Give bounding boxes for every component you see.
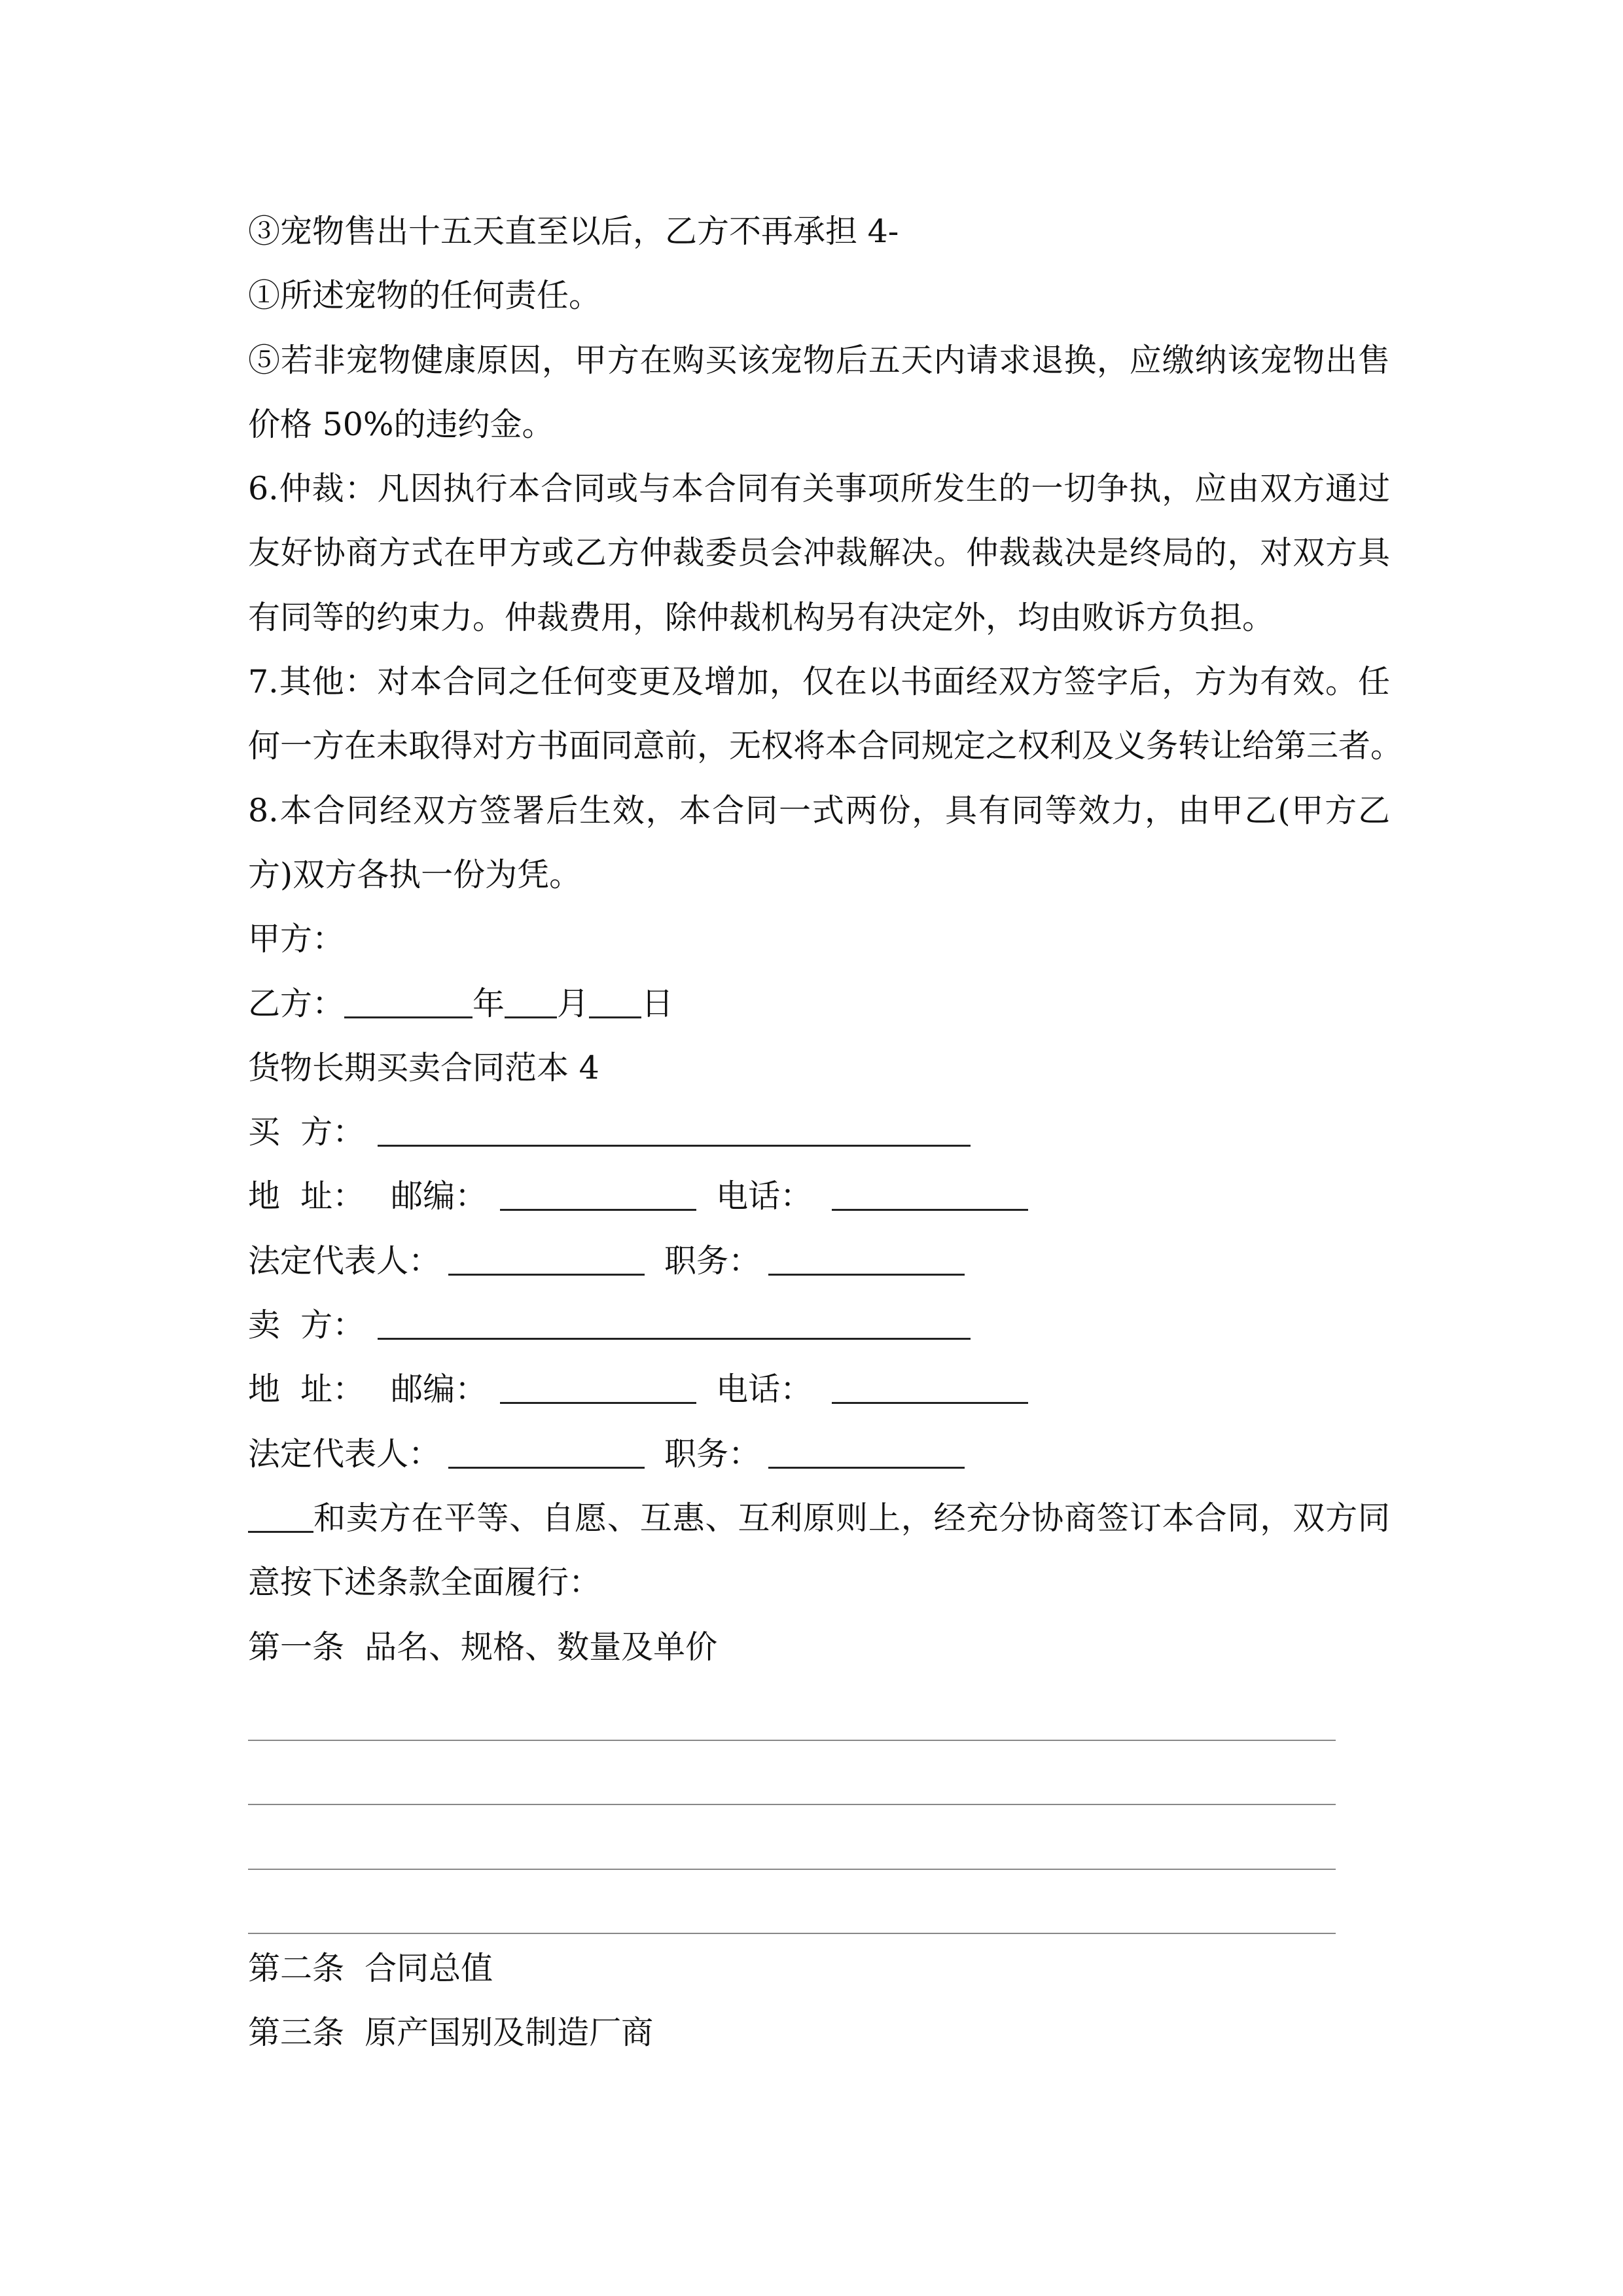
seller-address-line — [248, 1357, 1390, 1422]
seller-rep-blank[interactable] — [448, 1422, 645, 1469]
effect-clause: 方)双方各执一份为凭。 — [248, 855, 582, 893]
buyer-line — [248, 1100, 1390, 1164]
seller-position-label: 职务： — [664, 1435, 761, 1473]
seller-phone-label: 电话： — [716, 1371, 813, 1408]
intro-line — [248, 1486, 1390, 1551]
buyer-address-line — [248, 1164, 1390, 1229]
seller-blank[interactable] — [378, 1293, 971, 1340]
arbitration-clause: 友好协商方式在甲方或乙方仲裁委员会冲裁解决。仲裁裁决是终局的，对双方具 — [248, 534, 1390, 572]
clause-line: ①所述宠物的任何责任。 — [248, 277, 601, 315]
year-label: 年 — [473, 984, 505, 1022]
buyer-rep-line — [248, 1229, 1390, 1293]
party-b-label: 乙方： — [248, 984, 345, 1022]
seller-phone-blank[interactable] — [832, 1357, 1028, 1404]
buyer-phone-label: 电话： — [716, 1177, 813, 1215]
signature-blank[interactable] — [344, 972, 473, 1018]
buyer-blank[interactable] — [378, 1100, 971, 1147]
party-b-signature-line — [248, 972, 1390, 1036]
party-a-signature: 甲方： — [248, 920, 345, 958]
intro-line: 意按下述条款全面履行： — [248, 1564, 601, 1602]
month-label: 月 — [557, 984, 590, 1022]
arbitration-clause: 有同等的约束力。仲裁费用，除仲裁机构另有决定外，均由败诉方负担。 — [248, 598, 1275, 636]
buyer-postcode-label: 邮编： — [391, 1177, 488, 1215]
article-2-heading: 第二条 合同总值 — [248, 1950, 493, 1988]
clause-line: 价格 50%的违约金。 — [248, 405, 554, 443]
buyer-postcode-blank[interactable] — [500, 1164, 696, 1211]
article-3-heading: 第三条 原产国别及制造厂商 — [248, 2014, 654, 2052]
arbitration-clause: 6.仲裁：凡因执行本合同或与本合同有关事项所发生的一切争执，应由双方通过 — [248, 470, 1390, 508]
seller-rep-line — [248, 1422, 1390, 1486]
document-page — [248, 200, 1403, 2066]
seller-position-blank[interactable] — [768, 1422, 965, 1469]
intro-text: 和卖方在平等、自愿、互惠、互利原则上，经充分协商签订本合同，双方同 — [313, 1499, 1390, 1537]
fill-in-rule[interactable] — [248, 1744, 1390, 1808]
buyer-rep-label: 法定代表人： — [248, 1242, 441, 1280]
seller-rep-label: 法定代表人： — [248, 1435, 441, 1473]
buyer-name-blank[interactable] — [248, 1486, 313, 1533]
other-clause: 何一方在未取得对方书面同意前，无权将本合同规定之权利及义务转让给第三者。 — [248, 727, 1403, 765]
article-1-heading: 第一条 品名、规格、数量及单价 — [248, 1628, 718, 1666]
buyer-position-blank[interactable] — [768, 1229, 965, 1276]
seller-postcode-label: 邮编： — [391, 1371, 488, 1408]
contract-title: 货物长期买卖合同范本 4 — [248, 1049, 599, 1086]
day-blank[interactable] — [589, 972, 641, 1018]
fill-in-rule[interactable] — [248, 1808, 1390, 1872]
seller-address-label: 地 址： — [248, 1371, 365, 1408]
buyer-phone-blank[interactable] — [832, 1164, 1028, 1211]
buyer-rep-blank[interactable] — [448, 1229, 645, 1276]
seller-line — [248, 1293, 1390, 1357]
fill-in-rule[interactable] — [248, 1873, 1390, 1937]
other-clause: 7.其他：对本合同之任何变更及增加，仅在以书面经双方签字后，方为有效。任 — [248, 663, 1390, 701]
effect-clause: 8.本合同经双方签署后生效，本合同一式两份，具有同等效力，由甲乙(甲方乙 — [248, 791, 1390, 829]
clause-line: ③宠物售出十五天直至以后，乙方不再承担 4- — [248, 213, 899, 250]
month-blank[interactable] — [505, 972, 557, 1018]
seller-label: 卖 方： — [248, 1306, 365, 1344]
buyer-address-label: 地 址： — [248, 1177, 365, 1215]
buyer-label: 买 方： — [248, 1113, 365, 1151]
day-label: 日 — [641, 984, 674, 1022]
clause-line: ⑤若非宠物健康原因，甲方在购买该宠物后五天内请求退换，应缴纳该宠物出售 — [248, 341, 1390, 379]
seller-postcode-blank[interactable] — [500, 1357, 696, 1404]
fill-in-rule[interactable] — [248, 1679, 1390, 1744]
buyer-position-label: 职务： — [664, 1242, 761, 1280]
